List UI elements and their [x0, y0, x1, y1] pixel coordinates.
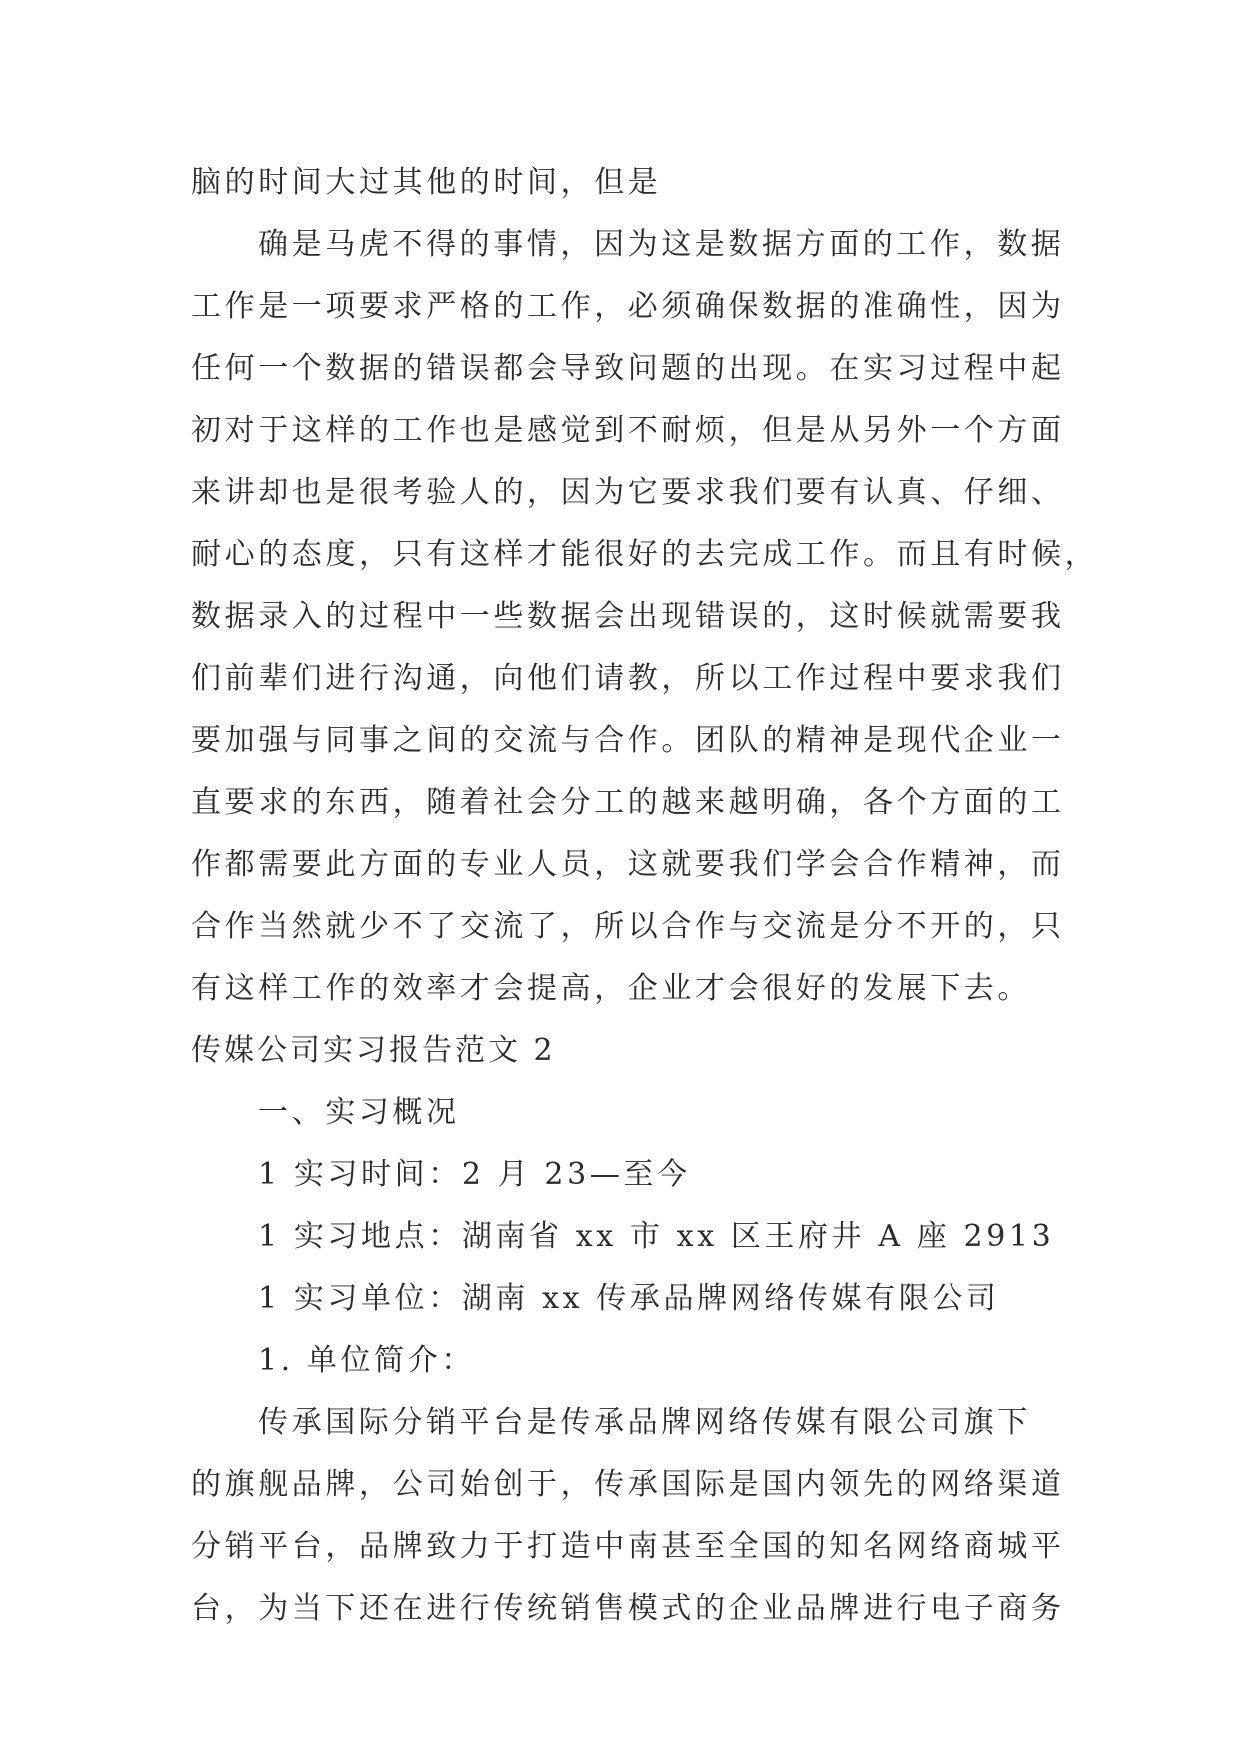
body-line: 工作是一项要求严格的工作，必须确保数据的准确性，因为	[191, 289, 1065, 324]
subsection-heading: 一、实习概况	[258, 1095, 460, 1130]
paragraph-line: 传承国际分销平台是传承品牌网络传媒有限公司旗下	[258, 1405, 1031, 1440]
info-line-location: 1 实习地点：湖南省 xx 市 xx 区王府井 A 座 2913	[258, 1219, 1055, 1254]
body-line: 数据录入的过程中一些数据会出现错误的，这时候就需要我	[191, 599, 1065, 634]
body-line: 有这样工作的效率才会提高，企业才会很好的发展下去。	[191, 971, 1031, 1006]
body-line: 合作当然就少不了交流了，所以合作与交流是分不开的，只	[191, 909, 1065, 944]
body-line: 要加强与同事之间的交流与合作。团队的精神是现代企业一	[191, 723, 1065, 758]
body-line: 台，为当下还在进行传统销售模式的企业品牌进行电子商务	[191, 1591, 1065, 1626]
body-line: 分销平台，品牌致力于打造中南甚至全国的知名网络商城平	[191, 1529, 1065, 1564]
body-line: 任何一个数据的错误都会导致问题的出现。在实习过程中起	[191, 351, 1065, 386]
body-line: 的旗舰品牌，公司始创于，传承国际是国内领先的网络渠道	[191, 1467, 1065, 1502]
paragraph-line: 确是马虎不得的事情，因为这是数据方面的工作，数据	[258, 227, 1065, 262]
body-line: 耐心的态度，只有这样才能很好的去完成工作。而且有时候，	[191, 537, 1099, 572]
info-line-time: 1 实习时间：2 月 23—至今	[258, 1157, 691, 1192]
company-intro-heading: 1. 单位简介：	[258, 1343, 475, 1378]
body-line: 脑的时间大过其他的时间，但是	[191, 165, 662, 200]
body-line: 作都需要此方面的专业人员，这就要我们学会合作精神，而	[191, 847, 1065, 882]
info-line-company: 1 实习单位：湖南 xx 传承品牌网络传媒有限公司	[258, 1281, 1000, 1316]
body-line: 们前辈们进行沟通，向他们请教，所以工作过程中要求我们	[191, 661, 1065, 696]
section-title: 传媒公司实习报告范文 2	[191, 1033, 556, 1068]
body-line: 直要求的东西，随着社会分工的越来越明确，各个方面的工	[191, 785, 1065, 820]
body-line: 初对于这样的工作也是感觉到不耐烦，但是从另外一个方面	[191, 413, 1065, 448]
document-body	[191, 152, 1099, 1640]
body-line: 来讲却也是很考验人的，因为它要求我们要有认真、仔细、	[191, 475, 1065, 510]
